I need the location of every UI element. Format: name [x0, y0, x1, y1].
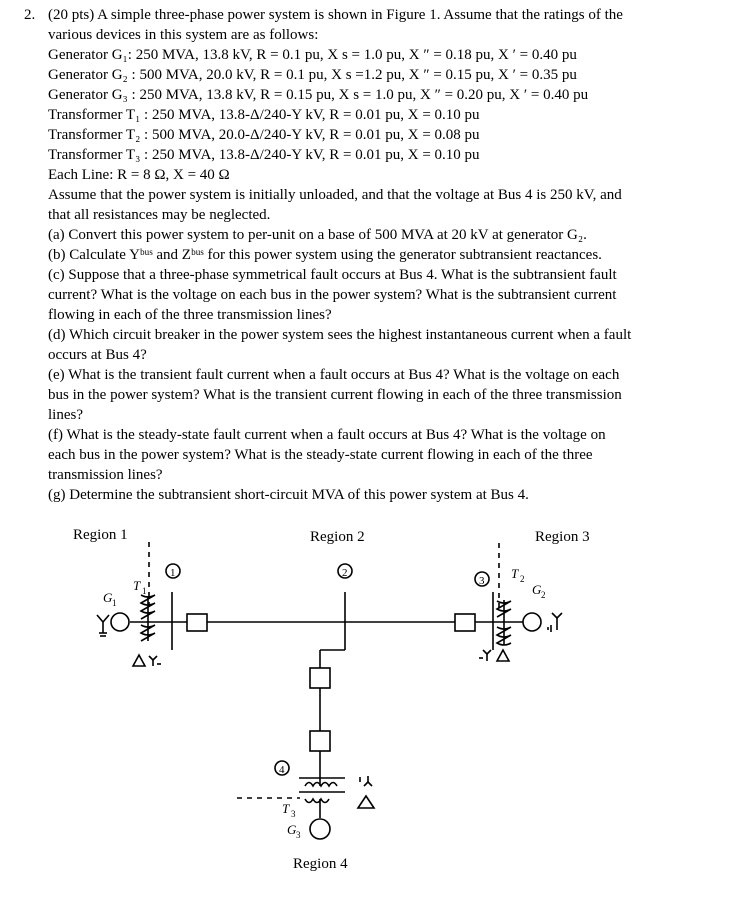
question-line: bus in the power system? What is the transient current flowing in each of the three transmission: [48, 387, 622, 403]
t3-label: T: [282, 801, 290, 816]
question-line: (f) What is the steady-state fault current when a fault occurs at Bus 4? What is the voltage on: [48, 427, 606, 443]
question-line: (c) Suppose that a three-phase symmetrical fault occurs at Bus 4. What is the subtransient fault: [48, 267, 617, 283]
question-line: (d) Which circuit breaker in the power system sees the highest instantaneous current when a fault: [48, 327, 632, 343]
bus-2-number: 2: [342, 567, 348, 579]
generator-g1-icon: [111, 613, 129, 631]
question-line: Each Line: R = 8 Ω, X = 40 Ω: [48, 167, 230, 183]
t3-sub: 3: [291, 809, 296, 819]
question-line: current? What is the voltage on each bus in the power system? What is the subtransient current: [48, 287, 617, 303]
question-line: Generator G₂ : 500 MVA, 20.0 kV, R = 0.1 pu, X s =1.2 pu, X ″ = 0.15 pu, X ′ = 0.35 pu: [48, 67, 577, 83]
question-line: (e) What is the transient fault current when a fault occurs at Bus 4? What is the voltage on each: [48, 367, 620, 383]
region-4-label: Region 4: [293, 856, 348, 872]
bus-4-number: 4: [279, 764, 285, 776]
question-line: each bus in the power system? What is the steady-state current flowing in each of the three: [48, 447, 593, 463]
question-line: various devices in this system are as follows:: [48, 27, 319, 43]
question-line: lines?: [48, 407, 83, 423]
g2-label: G: [532, 582, 542, 597]
question-line: (b) Calculate Yᵇᵘˢ and Zᵇᵘˢ for this power system using the generator subtransient reactances.: [48, 247, 602, 263]
region-1-label: Region 1: [73, 527, 128, 543]
g3-sub: 3: [296, 830, 301, 840]
question-line: (g) Determine the subtransient short-circuit MVA of this power system at Bus 4.: [48, 487, 529, 503]
breaker-4: [310, 731, 330, 751]
wye-delta-icon: [358, 776, 374, 808]
region-3-label: Region 3: [535, 529, 590, 545]
breaker-1: [187, 614, 207, 631]
g3-label: G: [287, 822, 297, 837]
g1-label: G: [103, 590, 113, 605]
question-line: occurs at Bus 4?: [48, 347, 147, 363]
t1-label: T: [133, 578, 141, 593]
question-number: 2.: [24, 7, 36, 23]
wye-ground-icon: [548, 613, 562, 632]
question-line: Assume that the power system is initially unloaded, and that the voltage at Bus 4 is 250 kV, and: [48, 187, 622, 203]
generator-g2-icon: [523, 613, 541, 631]
wye-delta-icon: [479, 650, 509, 661]
question-line: Transformer T₃ : 250 MVA, 13.8-Δ/240-Y kV, R = 0.01 pu, X = 0.10 pu: [48, 147, 480, 163]
t2-label: T: [511, 566, 519, 581]
breaker-3: [455, 614, 475, 631]
transformer-t3-icon: [299, 778, 345, 818]
t1-sub: 1: [142, 586, 147, 596]
t2-sub: 2: [520, 574, 525, 584]
delta-wye-icon: [133, 655, 161, 666]
question-line: transmission lines?: [48, 467, 163, 483]
question-line: Generator G₁: 250 MVA, 13.8 kV, R = 0.1 pu, X s = 1.0 pu, X ″ = 0.18 pu, X ′ = 0.40 pu: [48, 47, 577, 63]
transformer-t1-icon: [141, 595, 155, 641]
bus-3-number: 3: [479, 575, 485, 587]
question-line: Generator G₃ : 250 MVA, 13.8 kV, R = 0.15 pu, X s = 1.0 pu, X ″ = 0.20 pu, X ′ = 0.40 pu: [48, 87, 589, 103]
question-line: that all resistances may be neglected.: [48, 207, 271, 223]
region-2-label: Region 2: [310, 529, 365, 545]
g1-sub: 1: [112, 598, 117, 608]
wye-ground-icon: [97, 615, 109, 636]
question-line: Transformer T₂ : 500 MVA, 20.0-Δ/240-Y kV, R = 0.01 pu, X = 0.08 pu: [48, 127, 480, 143]
question-line: (a) Convert this power system to per-unit on a base of 500 MVA at 20 kV at generator G₂.: [48, 227, 587, 243]
question-line: flowing in each of the three transmission lines?: [48, 307, 332, 323]
breaker-2: [310, 668, 330, 688]
question-line: Transformer T₁ : 250 MVA, 13.8-Δ/240-Y kV, R = 0.01 pu, X = 0.10 pu: [48, 107, 480, 123]
question-line: (20 pts) A simple three-phase power system is shown in Figure 1. Assume that the ratings of the: [48, 7, 623, 23]
bus-1-number: 1: [170, 567, 176, 579]
generator-g3-icon: [310, 819, 330, 839]
g2-sub: 2: [541, 590, 546, 600]
